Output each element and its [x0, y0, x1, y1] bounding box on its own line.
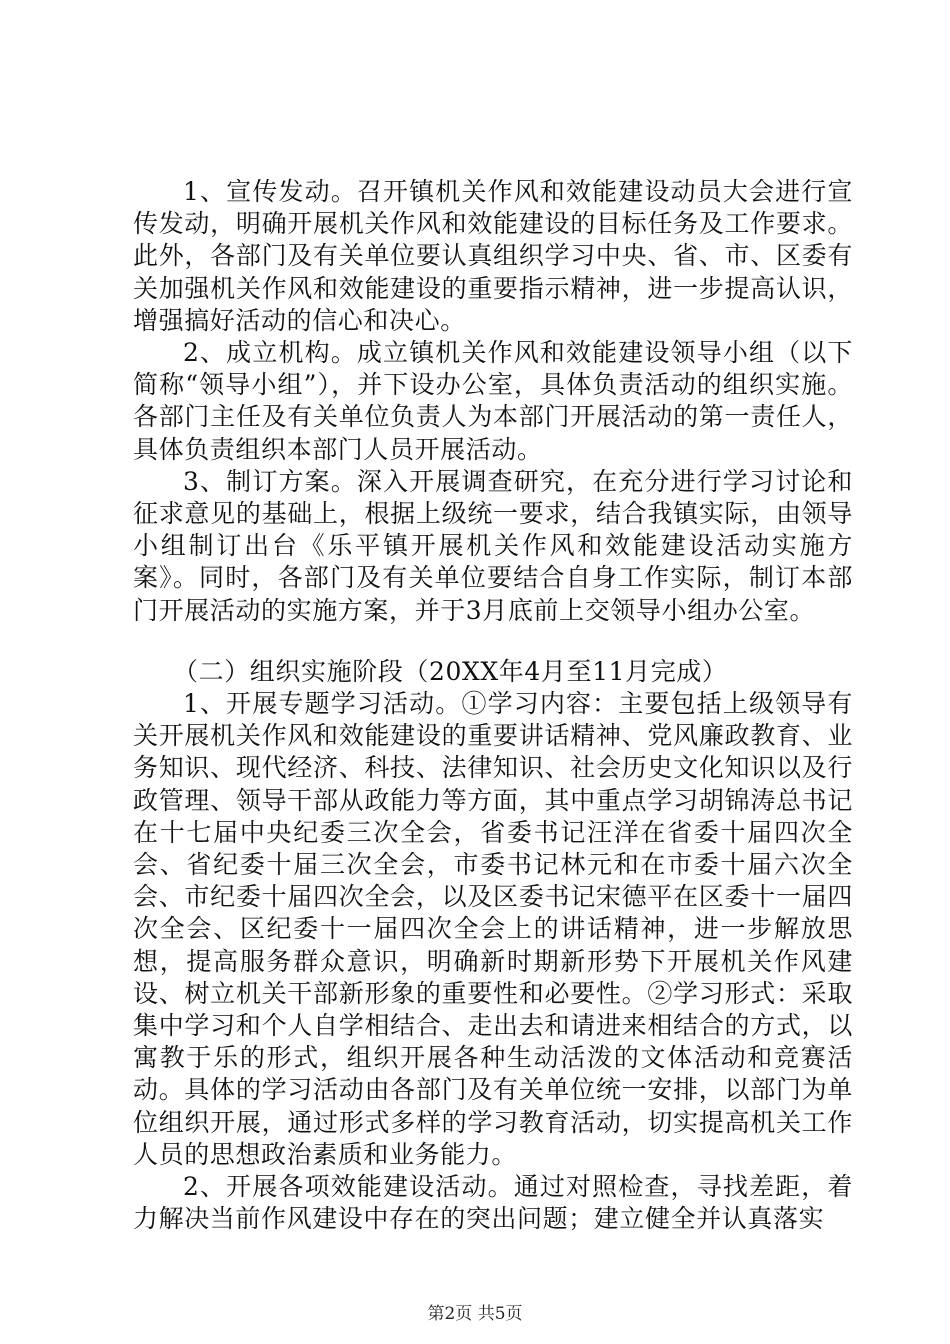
- section-heading-implementation: （二）组织实施阶段（20XX年4月至11月完成）: [173, 656, 728, 686]
- paragraph-publicity: 1、宣传发动。召开镇机关作风和效能建设动员大会进行宣传发动，明确开展机关作风和效能建设的目标任务及工作要求。此外，各部门及有关单位要认真组织学习中央、省、市、区委有关加强机关作风和效能建设的重要指示精神，进一步提高认识，增强搞好活动的信心和决心。: [133, 177, 853, 335]
- paragraph-efficiency-activities: 2、开展各项效能建设活动。通过对照检查，寻找差距，着力解决当前作风建设中存在的突出问题；建立健全并认真落实: [133, 1172, 853, 1234]
- page-number-footer: 第2页 共5页: [427, 1304, 523, 1324]
- paragraph-plan: 3、制订方案。深入开展调查研究，在充分进行学习讨论和征求意见的基础上，根据上级统一要求，结合我镇实际，由领导小组制订出台《乐平镇开展机关作风和效能建设活动实施方案》。同时，各部门及有关单位要结合自身工作实际，制订本部门开展活动的实施方案，并于3月底前上交领导小组办公室。: [133, 466, 853, 625]
- paragraph-study-activities: 1、开展专题学习活动。①学习内容：主要包括上级领导有关开展机关作风和效能建设的重要讲话精神、党风廉政教育、业务知识、现代经济、科技、法律知识、社会历史文化知识以及行政管理、领导干部从政能力等方面，其中重点学习胡锦涛总书记在十七届中央纪委三次全会，省委书记汪洋在省委十届四次全会、省纪委十届三次全会，市委书记林元和在市委十届六次全会、市纪委十届四次全会，以及区委书记宋德平在区委十一届四次全会、区纪委十一届四次全会上的讲话精神，进一步解放思想，提高服务群众意识，明确新时期新形势下开展机关作风建设、树立机关干部新形象的重要性和必要性。②学习形式：采取集中学习和个人自学相结合、走出去和请进来相结合的方式，以寓教于乐的形式，组织开展各种生动活泼的文体活动和竞赛活动。具体的学习活动由各部门及有关单位统一安排，以部门为单位组织开展，通过形式多样的学习教育活动，切实提高机关工作人员的思想政治素质和业务能力。: [133, 689, 853, 1169]
- document-body: [133, 176, 853, 1236]
- paragraph-organization: 2、成立机构。成立镇机关作风和效能建设领导小组（以下简称“领导小组”），并下设办公室，具体负责活动的组织实施。各部门主任及有关单位负责人为本部门开展活动的第一责任人，具体负责组织本部门人员开展活动。: [133, 338, 853, 464]
